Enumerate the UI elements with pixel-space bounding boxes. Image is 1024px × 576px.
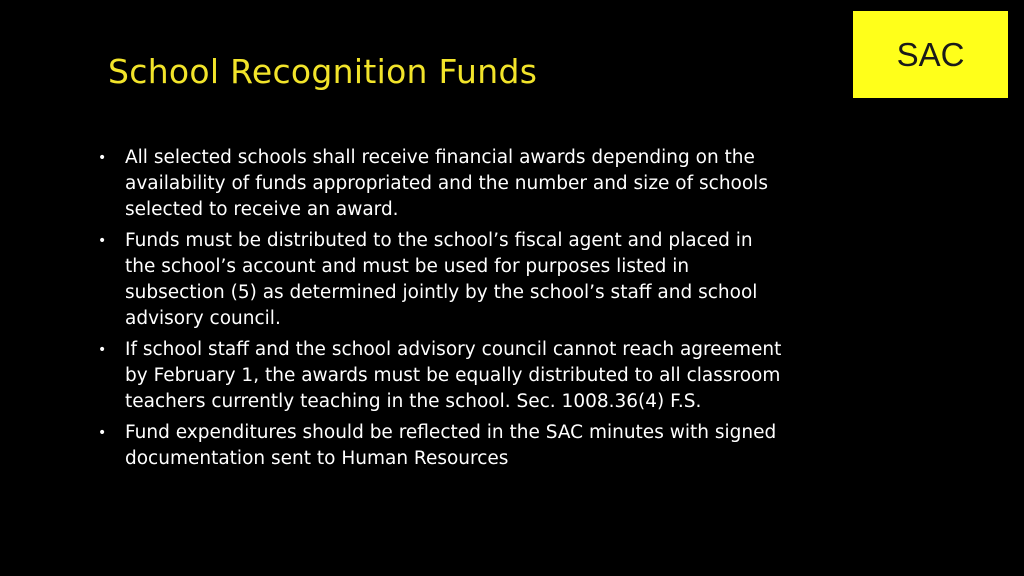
bullet-text: Fund expenditures should be reflected in the SAC minutes with signed documentation sent to Human Resources xyxy=(125,422,777,469)
bullet-item xyxy=(98,145,788,223)
bullet-list xyxy=(98,145,788,477)
bullet-text: Funds must be distributed to the school’s fiscal agent and placed in the school’s account and must be used for purposes listed in subsection (5) as determined jointly by the school’s staff and school advisory council. xyxy=(125,230,758,329)
bullet-text: If school staff and the school advisory council cannot reach agreement by February 1, the awards must be equally distributed to all classroom teachers currently teaching in the school. Sec. 1008.36(4) F.S. xyxy=(125,339,782,412)
bullet-icon: • xyxy=(98,342,107,358)
bullet-text: All selected schools shall receive financial awards depending on the availability of funds appropriated and the number and size of schools selected to receive an award. xyxy=(125,147,768,220)
bullet-item xyxy=(98,420,788,472)
bullet-icon: • xyxy=(98,425,107,441)
bullet-item xyxy=(98,337,788,415)
bullet-icon: • xyxy=(98,233,107,249)
sac-badge: SAC xyxy=(853,11,1008,98)
bullet-item xyxy=(98,228,788,332)
bullet-icon: • xyxy=(98,150,107,166)
slide-title: School Recognition Funds xyxy=(108,52,538,91)
